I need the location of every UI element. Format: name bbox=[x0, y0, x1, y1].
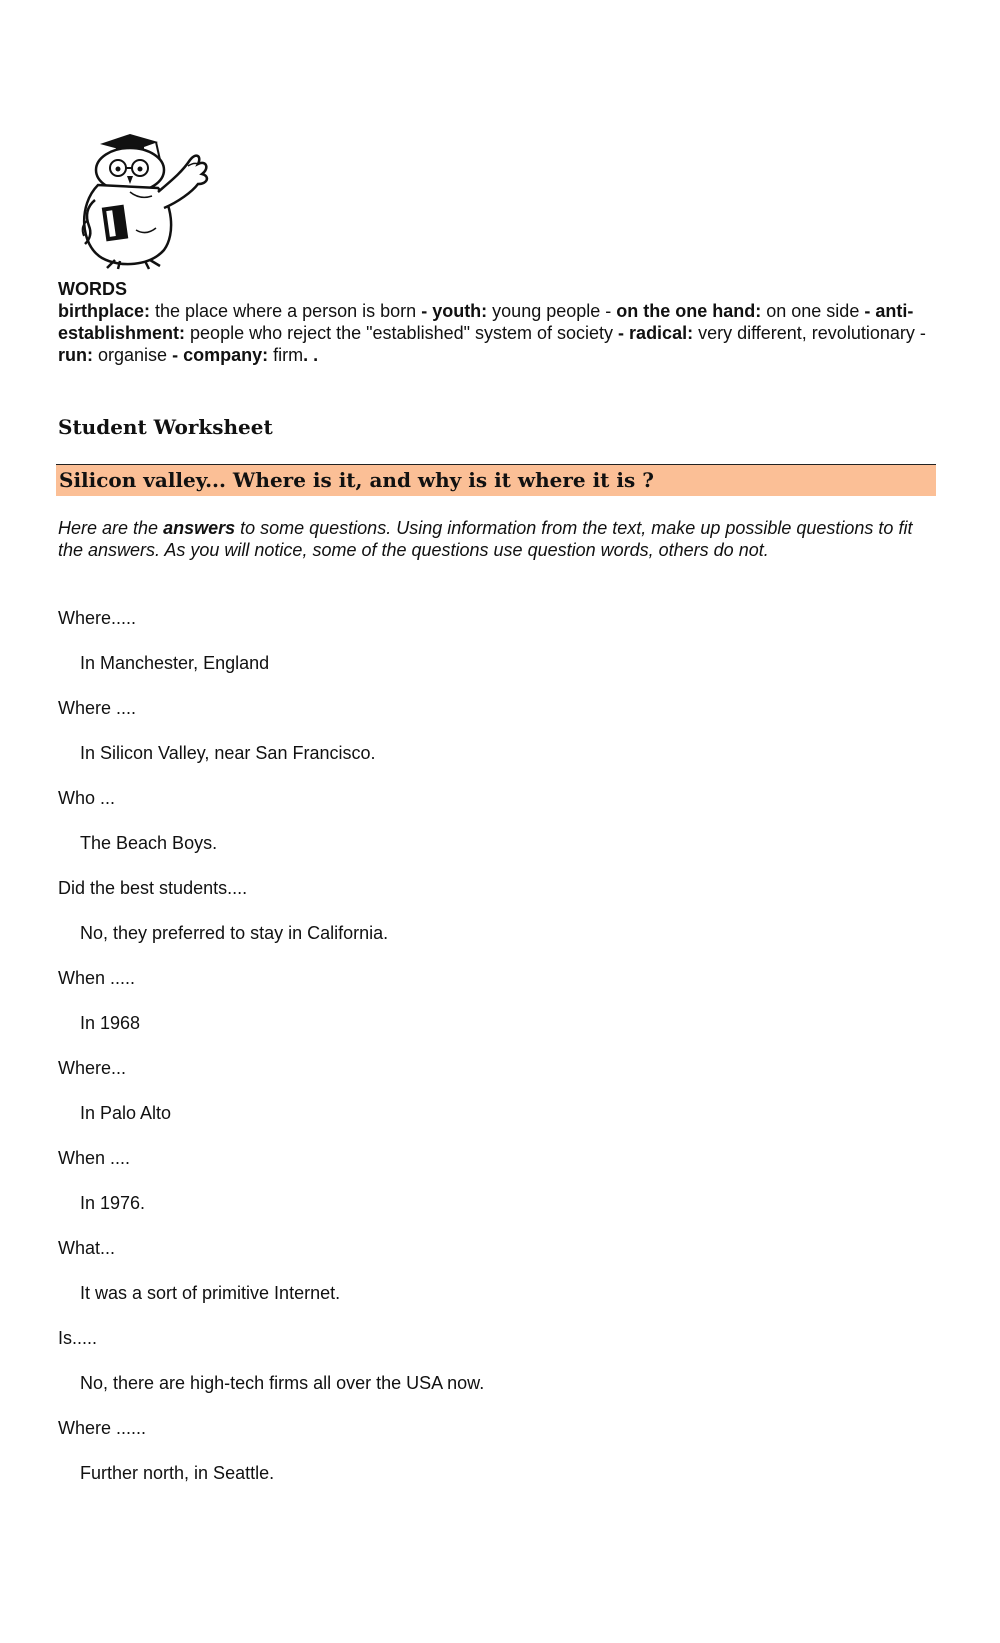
question-prompt: Where .... bbox=[58, 698, 137, 718]
answer-text: Further north, in Seattle. bbox=[80, 1463, 275, 1483]
question-prompt: Where ...... bbox=[58, 1418, 147, 1438]
qa-item bbox=[58, 1237, 938, 1327]
qa-list bbox=[58, 607, 938, 1507]
instructions-paragraph bbox=[58, 517, 938, 561]
qa-item bbox=[58, 1417, 938, 1507]
vocabulary-heading: WORDS bbox=[58, 279, 127, 299]
qa-item bbox=[58, 607, 938, 697]
question-prompt: When ..... bbox=[58, 968, 136, 988]
question-prompt: What... bbox=[58, 1238, 116, 1258]
answer-text: No, there are high-tech firms all over the USA now. bbox=[80, 1373, 485, 1393]
vocab-term: radical: bbox=[629, 323, 694, 343]
qa-item bbox=[58, 1147, 938, 1237]
vocab-definition: young people - bbox=[487, 301, 617, 321]
vocab-separator: - bbox=[864, 301, 876, 321]
instructions-text: to some questions. Using information from the text, make up possible questions to fit the answers. As you will notice, some of the questions use question words, others do not. bbox=[58, 518, 913, 560]
vocab-definition: organise bbox=[93, 345, 173, 365]
worksheet-title: Student Worksheet bbox=[58, 415, 273, 439]
answer-text: In Silicon Valley, near San Francisco. bbox=[80, 743, 376, 763]
vocab-term: youth: bbox=[432, 301, 488, 321]
vocab-definition: the place where a person is born bbox=[150, 301, 422, 321]
question-prompt: Did the best students.... bbox=[58, 878, 248, 898]
vocab-term: anti-establishment: bbox=[58, 301, 914, 343]
vocab-definition: people who reject the "established" system of society bbox=[185, 323, 619, 343]
qa-item bbox=[58, 1327, 938, 1417]
vocab-definition: firm bbox=[268, 345, 304, 365]
qa-item bbox=[58, 697, 938, 787]
answer-text: The Beach Boys. bbox=[80, 833, 218, 853]
answer-text: In 1976. bbox=[80, 1193, 146, 1213]
question-prompt: Who ... bbox=[58, 788, 116, 808]
qa-item bbox=[58, 967, 938, 1057]
answer-text: In 1968 bbox=[80, 1013, 141, 1033]
question-prompt: Is..... bbox=[58, 1328, 98, 1348]
vocab-definition: very different, revolutionary - bbox=[693, 323, 926, 343]
vocab-term: company: bbox=[183, 345, 269, 365]
vocab-term: run: bbox=[58, 345, 93, 365]
qa-item bbox=[58, 877, 938, 967]
section-banner: Silicon valley... Where is it, and why is it where it is ? bbox=[56, 464, 936, 496]
instructions-bold-word: answers bbox=[163, 518, 236, 538]
vocab-definition: on one side bbox=[761, 301, 865, 321]
vocabulary-section bbox=[58, 278, 938, 366]
question-prompt: Where... bbox=[58, 1058, 127, 1078]
vocab-term: birthplace: bbox=[58, 301, 151, 321]
question-prompt: Where..... bbox=[58, 608, 137, 628]
vocab-ending: . . bbox=[303, 345, 319, 365]
qa-item bbox=[58, 1057, 938, 1147]
instructions-text: Here are the bbox=[58, 518, 164, 538]
vocab-separator: - bbox=[421, 301, 433, 321]
answer-text: No, they preferred to stay in California. bbox=[80, 923, 389, 943]
answer-text: It was a sort of primitive Internet. bbox=[80, 1283, 341, 1303]
owl-professor-icon bbox=[60, 130, 215, 270]
vocab-separator: - bbox=[172, 345, 184, 365]
vocab-separator: - bbox=[618, 323, 630, 343]
answer-text: In Manchester, England bbox=[80, 653, 270, 673]
qa-item bbox=[58, 787, 938, 877]
vocabulary-definitions bbox=[58, 300, 938, 366]
vocab-term: on the one hand: bbox=[616, 301, 762, 321]
question-prompt: When .... bbox=[58, 1148, 131, 1168]
answer-text: In Palo Alto bbox=[80, 1103, 172, 1123]
